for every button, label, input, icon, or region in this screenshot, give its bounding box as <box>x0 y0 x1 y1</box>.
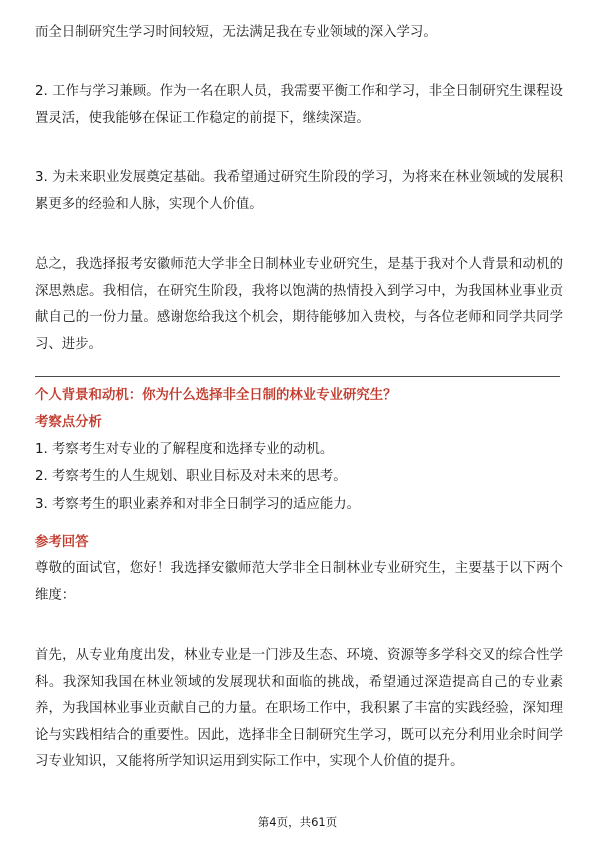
analysis-item: 1. 考察考生对专业的了解程度和选择专业的动机。 <box>35 442 334 457</box>
paragraph-intro-continued: 而全日制研究生学习时间较短，无法满足我在专业领域的深入学习。 <box>35 25 437 40</box>
question-title: 个人背景和动机：你为什么选择非全日制的林业专业研究生？ <box>35 388 397 403</box>
page-number: 第4页，共61页 <box>257 815 338 829</box>
paragraph-point-3: 3. 为未来职业发展奠定基础。我希望通过研究生阶段的学习，为将来在林业领域的发展积累更多的经验和人脉，实现个人价值。 <box>35 170 563 212</box>
answer-paragraph-opening: 尊敬的面试官，您好！我选择安徽师范大学非全日制林业专业研究生，主要基于以下两个维度： <box>35 561 563 603</box>
answer-heading: 参考回答 <box>35 535 89 550</box>
paragraph-conclusion: 总之，我选择报考安徽师范大学非全日制林业专业研究生，是基于我对个人背景和动机的深思熟虑。我相信，在研究生阶段，我将以饱满的热情投入到学习中，为我国林业事业贡献自己的一份力量。感谢您给我这个机会，期待能够加入贵校，与各位老师和同学共同学习、进步。 <box>35 257 563 352</box>
analysis-item: 2. 考察考生的人生规划、职业目标及对未来的思考。 <box>35 469 347 484</box>
analysis-item: 3. 考察考生的职业素养和对非全日制学习的适应能力。 <box>35 497 361 512</box>
section-divider <box>35 376 560 377</box>
answer-paragraph-first-dimension: 首先，从专业角度出发，林业专业是一门涉及生态、环境、资源等多学科交叉的综合性学科。我深知我国在林业领域的发展现状和面临的挑战，希望通过深造提高自己的专业素养，为我国林业事业贡献自己的力量。在职场工作中，我积累了丰富的实践经验，深知理论与实践相结合的重要性。因此，选择非全日制研究生学习，既可以充分利用业余时间学习专业知识，又能将所学知识运用到实际工作中，实现个人价值的提升。 <box>35 648 563 769</box>
paragraph-point-2: 2. 工作与学习兼顾。作为一名在职人员，我需要平衡工作和学习，非全日制研究生课程设置灵活，使我能够在保证工作稳定的前提下，继续深造。 <box>35 84 563 126</box>
analysis-heading: 考察点分析 <box>35 415 102 430</box>
